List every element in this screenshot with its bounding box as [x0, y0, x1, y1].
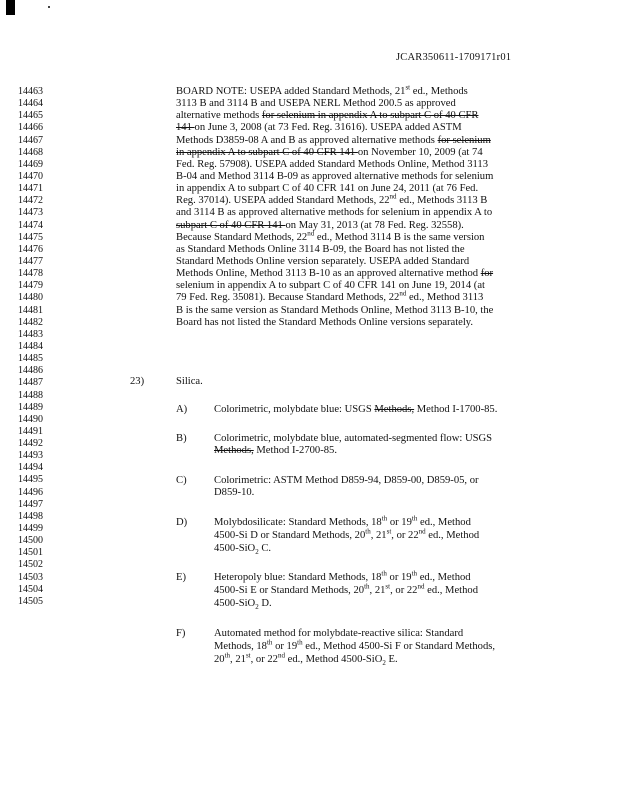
line-number: 14479	[18, 280, 43, 291]
line-number: 14488	[18, 390, 43, 401]
document-id-header: JCAR350611-1709171r01	[396, 52, 512, 63]
item-d-line-1: Molybdosilicate: Standard Methods, 18th or 19th ed., Method	[214, 514, 471, 528]
line-number: 14500	[18, 535, 43, 546]
item-b-label: B)	[176, 433, 187, 444]
item-e-line-1: Heteropoly blue: Standard Methods, 18th or 19th ed., Method	[214, 569, 471, 583]
line-number: 14465	[18, 110, 43, 121]
item-c-line-1: Colorimetric: ASTM Method D859-94, D859-00, D859-05, or	[214, 475, 479, 486]
item-c-label: C)	[176, 475, 187, 486]
board-note-line: Board has not listed the Standard Methods Online versions separately.	[176, 317, 474, 328]
scan-dot	[48, 6, 50, 8]
item-d-line-2: 4500-Si D or Standard Methods, 20th, 21st, or 22nd ed., Method	[214, 527, 480, 541]
line-number: 14484	[18, 341, 43, 352]
section-number: 23)	[130, 376, 145, 387]
line-number: 14470	[18, 171, 43, 182]
line-number: 14483	[18, 329, 43, 340]
item-e-label: E)	[176, 572, 186, 583]
item-e-line-3: 4500-SiO$_2$ D.	[214, 598, 272, 612]
section-title: Silica.	[176, 376, 203, 387]
board-note-line: in appendix A to subpart C of 40 CFR 141 on November 10, 2009 (at 74	[176, 147, 483, 158]
board-note-line: in appendix A to subpart C of 40 CFR 141 on June 24, 2011 (at 76 Fed.	[176, 183, 479, 194]
line-number: 14498	[18, 511, 43, 522]
item-c-line-2: D859-10.	[214, 487, 255, 498]
board-note-line: alternative methods for selenium in appendix A to subpart C of 40 CFR	[176, 110, 479, 121]
line-number: 14494	[18, 462, 43, 473]
line-number: 14497	[18, 499, 43, 510]
scan-mark	[6, 0, 15, 15]
line-number: 14505	[18, 596, 43, 607]
item-a-label: A)	[176, 404, 188, 415]
line-number: 14502	[18, 559, 43, 570]
item-a-text: Colorimetric, molybdate blue: USGS Methods, Method I-1700-85.	[214, 404, 498, 415]
line-number: 14464	[18, 98, 43, 109]
line-number: 14477	[18, 256, 43, 267]
item-d-label: D)	[176, 517, 188, 528]
line-number: 14466	[18, 122, 43, 133]
board-note-line: BOARD NOTE: USEPA added Standard Methods, 21st ed., Methods	[176, 83, 468, 97]
line-number: 14478	[18, 268, 43, 279]
line-number: 14487	[18, 377, 43, 388]
item-f-label: F)	[176, 628, 186, 639]
line-number: 14499	[18, 523, 43, 534]
board-note-line: selenium in appendix A to subpart C of 40 CFR 141 on June 19, 2014 (at	[176, 280, 485, 291]
line-number: 14471	[18, 183, 43, 194]
board-note-line: 3113 B and 3114 B and USEPA NERL Method 200.5 as approved	[176, 98, 456, 109]
line-number: 14490	[18, 414, 43, 425]
line-number: 14504	[18, 584, 43, 595]
item-e-line-2: 4500-Si E or Standard Methods, 20th, 21st, or 22nd ed., Method	[214, 582, 479, 596]
line-number: 14463	[18, 86, 43, 97]
board-note-line: as Standard Methods Online 3114 B-09, the Board has not listed the	[176, 244, 465, 255]
board-note-line: Methods D3859-08 A and B as approved alternative methods for selenium	[176, 135, 491, 146]
line-number: 14472	[18, 195, 43, 206]
line-number: 14467	[18, 135, 43, 146]
line-number: 14476	[18, 244, 43, 255]
board-note-line: 79 Fed. Reg. 35081). Because Standard Methods, 22nd ed., Method 3113	[176, 289, 484, 303]
board-note-line: Because Standard Methods, 22nd ed., Method 3114 B is the same version	[176, 229, 485, 243]
board-note-line: Reg. 37014). USEPA added Standard Methods, 22nd ed., Methods 3113 B	[176, 192, 488, 206]
line-number: 14474	[18, 220, 43, 231]
line-number: 14475	[18, 232, 43, 243]
line-number: 14503	[18, 572, 43, 583]
line-number: 14491	[18, 426, 43, 437]
board-note-line: and 3114 B as approved alternative methods for selenium in appendix A to	[176, 207, 493, 218]
line-number: 14495	[18, 474, 43, 485]
line-number: 14492	[18, 438, 43, 449]
item-b-line-1: Colorimetric, molybdate blue, automated-segmented flow: USGS	[214, 433, 493, 444]
line-number: 14468	[18, 147, 43, 158]
line-number: 14486	[18, 365, 43, 376]
line-number: 14480	[18, 292, 43, 303]
line-number: 14493	[18, 450, 43, 461]
board-note-line: B-04 and Method 3114 B-09 as approved alternative methods for selenium	[176, 171, 494, 182]
line-number: 14485	[18, 353, 43, 364]
line-number: 14469	[18, 159, 43, 170]
line-number: 14496	[18, 487, 43, 498]
line-number: 14473	[18, 207, 43, 218]
board-note-line: Standard Methods Online version separately. USEPA added Standard	[176, 256, 470, 267]
line-number: 14482	[18, 317, 43, 328]
line-number: 14489	[18, 402, 43, 413]
board-note-line: B is the same version as Standard Methods Online, Method 3113 B-10, the	[176, 305, 494, 316]
board-note-line: Fed. Reg. 57908). USEPA added Standard Methods Online, Method 3113	[176, 159, 489, 170]
line-number: 14501	[18, 547, 43, 558]
board-note-line: 141 on June 3, 2008 (at 73 Fed. Reg. 31616). USEPA added ASTM	[176, 122, 462, 133]
board-note-line: Methods Online, Method 3113 B-10 as an approved alternative method for	[176, 268, 494, 279]
board-note-line: subpart C of 40 CFR 141 on May 31, 2013 (at 78 Fed. Reg. 32558).	[176, 220, 464, 231]
item-d-line-3: 4500-SiO$_2$ C.	[214, 543, 272, 557]
item-f-line-3: 20th, 21st, or 22nd ed., Method 4500-SiO$_2$ E.	[214, 651, 398, 668]
item-b-line-2: Methods, Method I-2700-85.	[214, 445, 337, 456]
line-number: 14481	[18, 305, 43, 316]
item-f-line-1: Automated method for molybdate-reactive silica: Standard	[214, 628, 464, 639]
item-f-line-2: Methods, 18th or 19th ed., Method 4500-Si F or Standard Methods,	[214, 638, 496, 652]
